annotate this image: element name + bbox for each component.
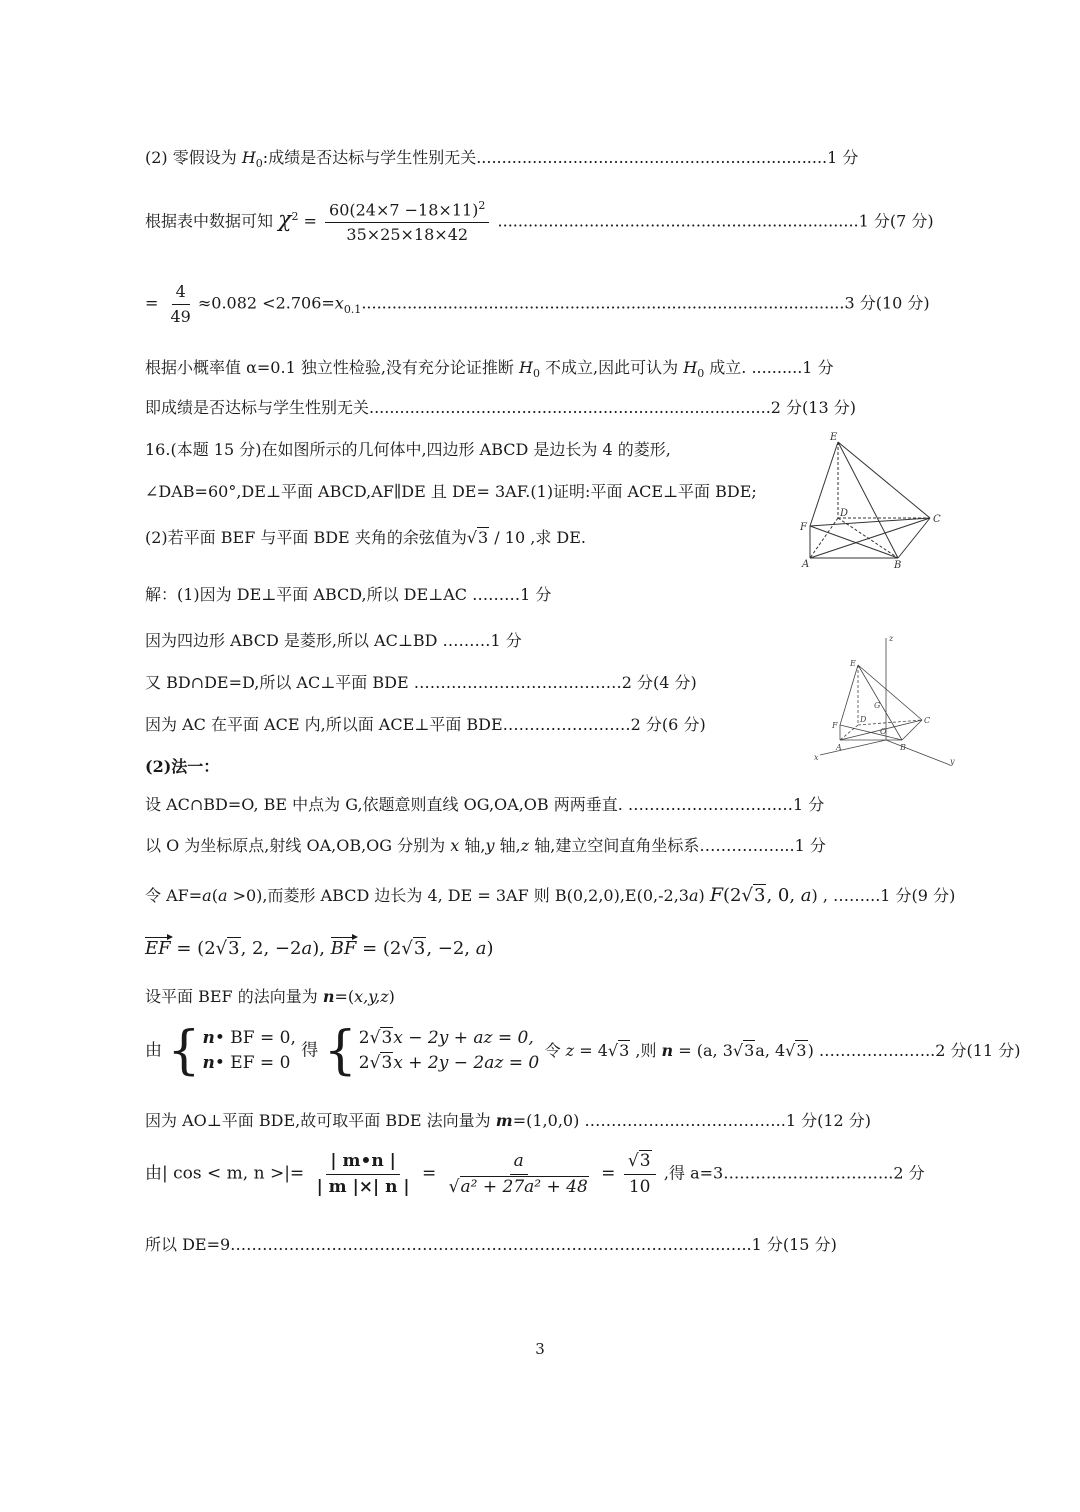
- points-line: 令 AF=a(a >0),而菱形 ABCD 边长为 4, DE = 3AF 则 B(0,2,0),E(0,-2,3a) F(2√3, 0, a) , ……...1 分(9 分): [145, 884, 956, 906]
- chi-square-fraction: $\frac{60(24\times 7 -18\times 11)^2}{35\times 25\times 18\times 42}$: [325, 200, 489, 244]
- problem16-line2: ∠DAB=60°,DE⊥平面 ABCD,AF∥DE 且 DE= 3AF.(1)证明:平面 ACE⊥平面 BDE;: [145, 482, 757, 501]
- problem16-line3: (2)若平面 BEF 与平面 BDE 夹角的余弦值为√3 / 10 ,求 DE.: [145, 528, 586, 547]
- chi-square-result-line: = $\frac{4}{49}$ $\approx 0.082 <2.706=x_{0.1}...............................................................................................3$ 分(10 分): [145, 282, 930, 326]
- label-y: y: [950, 757, 955, 766]
- equation-system-line: 由 { n• BF = 0, n• EF = 0 得 { 2√3x − 2y + az = 0, 2√3x + 2y − 2az = 0 令 z = 4√3 ,则 n = (a, 3√3a, 4√3) ……………..…..2 分(11 分): [145, 1021, 1021, 1081]
- final-answer-line: 所以 DE=9………………………………………………………………………………...…..1 分(15 分): [145, 1235, 837, 1254]
- label-B2: B: [900, 743, 906, 752]
- solution-step3: 又 BD∩DE=D,所以 AC⊥平面 BDE …………………………………2 分(4 分): [145, 673, 697, 692]
- cos-fraction-3: $\frac{√3}{10}$: [624, 1152, 656, 1196]
- zero-hypothesis-line: (2) 零假设为 $H_0$:成绩是否达标与学生性别无关.....................................................................1 分: [145, 148, 859, 171]
- label-C2: C: [924, 716, 931, 725]
- sqrt3: √3: [215, 938, 240, 959]
- coordinate-line: 以 O 为坐标原点,射线 OA,OB,OG 分别为 x 轴,y 轴,z 轴,建立空间直角坐标系……………...1 分: [145, 836, 826, 855]
- conclusion-line: 即成绩是否达标与学生性别无关...............................................................................2 分(13 分): [145, 398, 856, 417]
- label-F2: F: [832, 721, 838, 730]
- label-O: O: [880, 727, 887, 736]
- independence-test-line: 根据小概率值 α=0.1 独立性检验,没有充分论证推断 $H_0$ 不成立,因此可认为 $H_0$ 成立. ..........1 分: [145, 358, 834, 381]
- label-x: x: [814, 753, 819, 762]
- sqrt3: √3: [466, 528, 489, 547]
- page-number: 3: [535, 1340, 545, 1358]
- sqrt3: √3: [401, 938, 426, 959]
- solution-step4: 因为 AC 在平面 ACE 内,所以面 ACE⊥平面 BDE……………………2 分(6 分): [145, 715, 706, 734]
- label-E: E: [830, 432, 838, 443]
- label-F: F: [800, 522, 807, 533]
- four-over-49-fraction: $\frac{4}{49}$: [170, 282, 191, 326]
- plane-bde-normal-line: 因为 AO⊥平面 BDE,故可取平面 BDE 法向量为 m=(1,0,0) ……………...………………..1 分(12 分): [145, 1111, 872, 1130]
- normal-vector-line: 设平面 BEF 的法向量为 n=(x,y,z): [145, 987, 395, 1006]
- vectors-line: EF = (2√3, 2, −2a), BF = (2√3, −2, a): [145, 938, 494, 959]
- sqrt3: √3: [741, 885, 766, 906]
- cosine-line: 由| cos < m, n >|= $\frac{| m•n |}{| m |\times| n |}$ = $\frac{a}{\text{√a² + 27a² + 48}}$ = $\frac{√3}{10}$ ,得 a=3…………………………..2 分: [145, 1151, 925, 1197]
- label-E2: E: [850, 659, 856, 668]
- chi-square-line: 根据表中数据可知 $\chi^2$ = $\frac{60(24\times 7 -18\times 11)^2}{35\times 25\times 18\times 42}$ .......................................................................1 分(7 分): [145, 199, 934, 244]
- cos-fraction-2: $\frac{a}{\text{√a² + 27a² + 48}}$: [448, 1151, 588, 1197]
- label-D2: D: [860, 715, 867, 724]
- setup-line: 设 AC∩BD=O, BE 中点为 G,依题意则直线 OG,OA,OB 两两垂直. ……………………….…1 分: [145, 795, 825, 814]
- label-A: A: [802, 559, 810, 570]
- label-D: D: [840, 508, 849, 519]
- cos-fraction-1: $\frac{| m•n |}{| m |\times| n |}$: [316, 1151, 410, 1197]
- label-B: B: [894, 560, 902, 570]
- right-system: { 2√3x − 2y + az = 0, 2√3x + 2y − 2az = 0: [323, 1021, 540, 1081]
- label-z: z: [889, 634, 894, 643]
- figure-polyhedron: [790, 430, 950, 570]
- figure-coordinate-system: [810, 630, 960, 770]
- left-system: { n• BF = 0, n• EF = 0: [167, 1021, 296, 1081]
- solution-step2: 因为四边形 ABCD 是菱形,所以 AC⊥BD ………1 分: [145, 631, 522, 650]
- label-A2: A: [836, 743, 842, 752]
- solution-step1: 解：(1)因为 DE⊥平面 ABCD,所以 DE⊥AC ………1 分: [145, 585, 552, 604]
- method-one-heading: (2)法一：: [145, 757, 220, 776]
- problem16-line1: 16.(本题 15 分)在如图所示的几何体中,四边形 ABCD 是边长为 4 的菱形,: [145, 440, 671, 459]
- label-G: G: [874, 701, 881, 710]
- label-C: C: [933, 514, 941, 525]
